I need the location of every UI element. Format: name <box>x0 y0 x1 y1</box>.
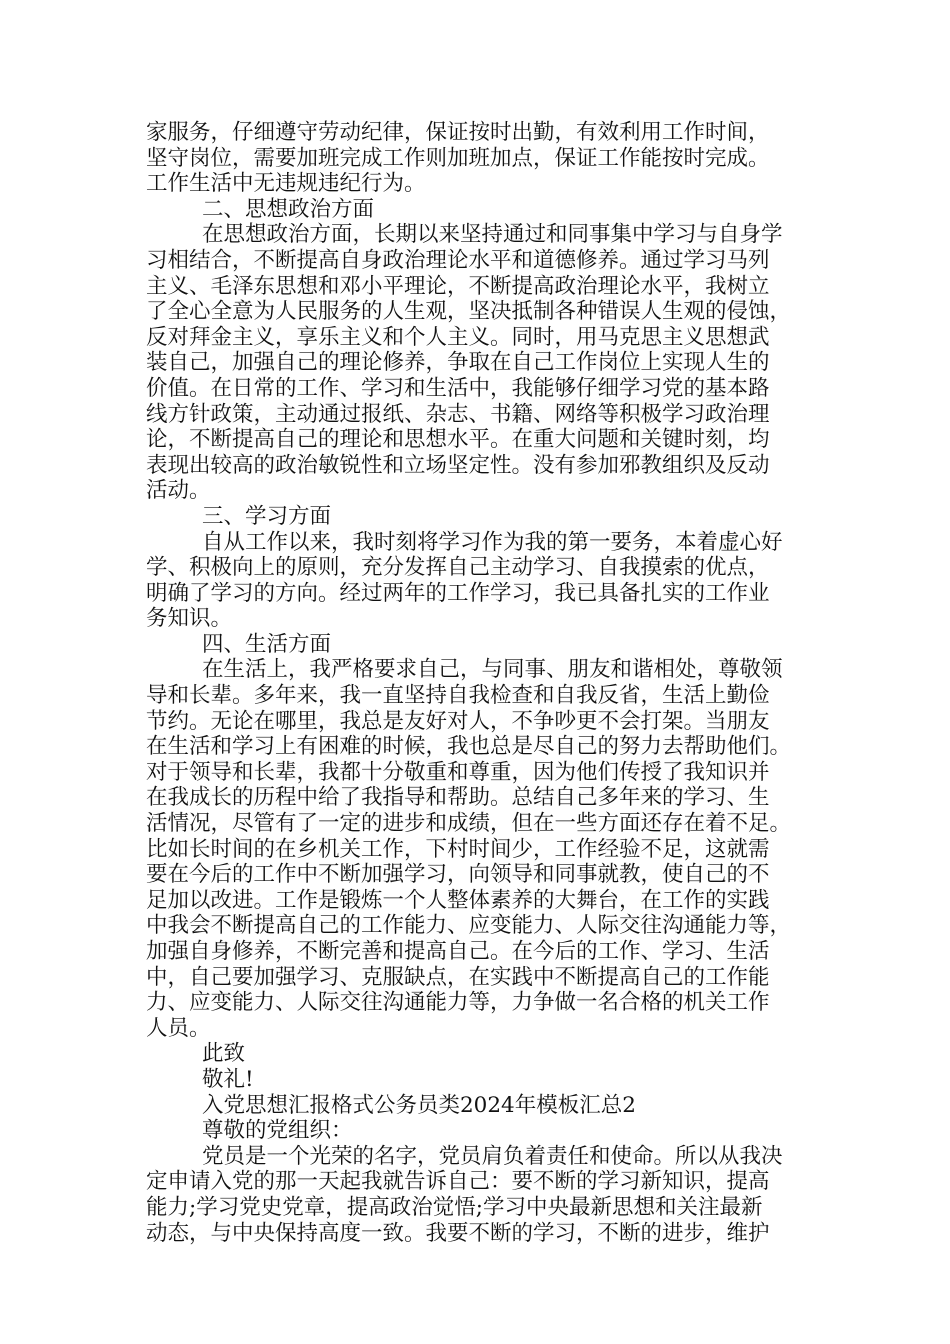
paragraph-line: 工作生活中无违规违纪行为。 <box>146 171 426 197</box>
paragraph-line: 活动。 <box>146 478 211 504</box>
paragraph-line: 动态，与中央保持高度一致。我要不断的学习，不断的进步，维护 <box>146 1220 770 1246</box>
paragraph-line: 论，不断提高自己的理论和思想水平。在重大问题和关键时刻，均 <box>146 427 770 453</box>
paragraph-line: 人员。 <box>146 1015 211 1041</box>
paragraph-line: 中我会不断提高自己的工作能力、应变能力、人际交往沟通能力等， <box>146 913 792 939</box>
paragraph-line: 坚守岗位，需要加班完成工作则加班加点，保证工作能按时完成。 <box>146 145 770 171</box>
paragraph-line: 价值。在日常的工作、学习和生活中，我能够仔细学习党的基本路 <box>146 375 770 401</box>
paragraph-line: 学、积极向上的原则，充分发挥自己主动学习、自我摸索的优点， <box>146 555 770 581</box>
paragraph-line-indented: 四、生活方面 <box>202 631 332 657</box>
paragraph-line: 比如长时间的在乡机关工作，下村时间少，工作经验不足，这就需 <box>146 836 770 862</box>
paragraph-line: 足加以改进。工作是锻炼一个人整体素养的大舞台，在工作的实践 <box>146 887 770 913</box>
paragraph-line: 主义、毛泽东思想和邓小平理论，不断提高政治理论水平，我树立 <box>146 273 770 299</box>
document-page <box>146 120 826 1246</box>
paragraph-line: 活情况，尽管有了一定的进步和成绩，但在一些方面还存在着不足。 <box>146 811 792 837</box>
paragraph-line-indented: 三、学习方面 <box>202 503 332 529</box>
paragraph-line-indented: 二、思想政治方面 <box>202 196 375 222</box>
paragraph-line-indented: 入党思想汇报格式公务员类2024年模板汇总2 <box>202 1092 636 1118</box>
paragraph-line: 中，自己要加强学习、克服缺点，在实践中不断提高自己的工作能 <box>146 964 770 990</box>
paragraph-line: 导和长辈。多年来，我一直坚持自我检查和自我反省，生活上勤俭 <box>146 683 770 709</box>
paragraph-line: 加强自身修养，不断完善和提高自己。在今后的工作、学习、生活 <box>146 939 770 964</box>
paragraph-line: 务知识。 <box>146 606 233 632</box>
paragraph-line-indented: 党员是一个光荣的名字，党员肩负着责任和使命。所以从我决 <box>202 1143 783 1169</box>
paragraph-line: 明确了学习的方向。经过两年的工作学习，我已具备扎实的工作业 <box>146 580 770 606</box>
paragraph-line: 在我成长的历程中给了我指导和帮助。总结自己多年来的学习、生 <box>146 785 770 811</box>
paragraph-line: 定申请入党的那一天起我就告诉自己：要不断的学习新知识，提高 <box>146 1169 770 1195</box>
paragraph-line-indented: 在生活上，我严格要求自己，与同事、朋友和谐相处，尊敬领 <box>202 657 783 683</box>
paragraph-line-indented: 在思想政治方面，长期以来坚持通过和同事集中学习与自身学 <box>202 222 783 248</box>
paragraph-line: 在生活和学习上有困难的时候，我也总是尽自己的努力去帮助他们。 <box>146 734 792 760</box>
paragraph-line: 习相结合，不断提高自身政治理论水平和道德修养。通过学习马列 <box>146 247 770 273</box>
paragraph-line: 装自己，加强自己的理论修养，争取在自己工作岗位上实现人生的 <box>146 350 770 376</box>
paragraph-line-indented: 自从工作以来，我时刻将学习作为我的第一要务，本着虚心好 <box>202 529 783 555</box>
paragraph-line: 家服务，仔细遵守劳动纪律，保证按时出勤，有效利用工作时间， <box>146 120 770 145</box>
paragraph-line: 要在今后的工作中不断加强学习，向领导和同事就教，使自己的不 <box>146 862 770 888</box>
paragraph-line: 能力;学习党史党章，提高政治觉悟;学习中央最新思想和关注最新 <box>146 1194 763 1220</box>
paragraph-line: 了全心全意为人民服务的人生观，坚决抵制各种错误人生观的侵蚀， <box>146 299 792 325</box>
paragraph-line: 对于领导和长辈，我都十分敬重和尊重，因为他们传授了我知识并 <box>146 759 770 785</box>
paragraph-line: 线方针政策，主动通过报纸、杂志、书籍、网络等积极学习政治理 <box>146 401 770 427</box>
paragraph-line-indented: 尊敬的党组织： <box>202 1118 353 1144</box>
paragraph-line-indented: 敬礼! <box>202 1066 254 1092</box>
paragraph-line-indented: 此致 <box>202 1041 246 1067</box>
paragraph-line: 力、应变能力、人际交往沟通能力等，力争做一名合格的机关工作 <box>146 990 770 1016</box>
paragraph-line: 反对拜金主义，享乐主义和个人主义。同时，用马克思主义思想武 <box>146 324 770 350</box>
paragraph-line: 表现出较高的政治敏锐性和立场坚定性。没有参加邪教组织及反动 <box>146 452 770 478</box>
paragraph-line: 节约。无论在哪里，我总是友好对人，不争吵更不会打架。当朋友 <box>146 708 770 734</box>
